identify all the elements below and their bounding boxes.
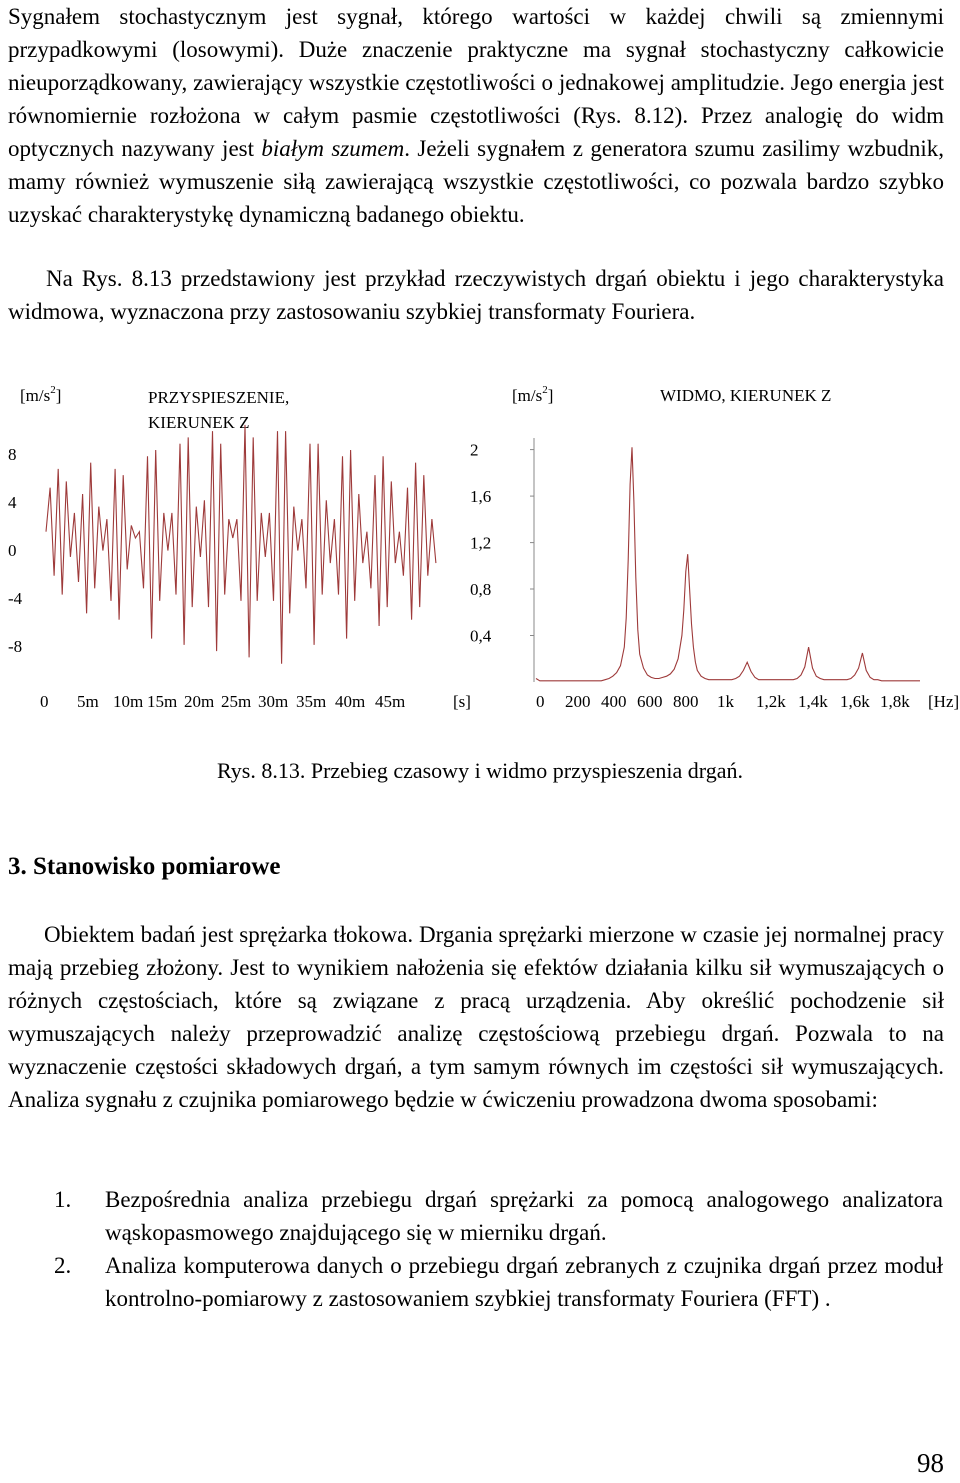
acceleration-series-line [46, 425, 436, 664]
right-title: WIDMO, KIERUNEK Z [660, 386, 832, 405]
paragraph-figure-intro [8, 262, 944, 328]
left-x-tick-label: 40m [335, 692, 366, 711]
figure-8-13 [0, 370, 960, 730]
left-x-tick-label: 45m [375, 692, 406, 711]
left-y-tick-label: 8 [8, 445, 17, 464]
page-number: 98 [917, 1448, 944, 1478]
paragraph-white-noise [8, 0, 944, 231]
right-x-tick-label: 600 [637, 692, 663, 711]
left-y-tick-label: -4 [8, 589, 23, 608]
right-xlabel: [Hz] [928, 692, 960, 711]
left-xlabel: [s] [453, 692, 471, 711]
left-y-tick-label: 0 [8, 541, 17, 560]
right-y-tick-label: 0,8 [470, 580, 492, 599]
left-x-tick-label: 25m [221, 692, 252, 711]
list-item-number: 2. [54, 1253, 72, 1278]
acceleration-chart [8, 384, 471, 711]
right-x-tick-label: 1k [717, 692, 734, 711]
left-x-tick-label: 5m [77, 692, 99, 711]
right-x-tick-label: 1,8k [880, 692, 910, 711]
left-x-tick-label: 0 [40, 692, 49, 711]
left-y-tick-label: 4 [8, 493, 17, 512]
left-x-tick-label: 35m [296, 692, 327, 711]
figure-charts [0, 370, 960, 730]
left-title-line-1: PRZYSPIESZENIE, [148, 388, 290, 407]
left-x-tick-label: 20m [184, 692, 215, 711]
right-y-tick-label: 1,2 [470, 533, 492, 553]
right-ylabel: $[m/s^2]$ [512, 384, 554, 405]
section-heading: 3. Stanowisko pomiarowe [8, 853, 281, 880]
spectrum-series-line [536, 447, 920, 681]
right-y-tick-label: 0,4 [470, 626, 492, 646]
paragraph-1-text-b: . Jeżeli sygnałem z generatora szumu zasilimy wzbudnik, mamy również wymuszenie siłą zawierającą wszystkie częstotliwości, co pozwala bardzo szybko uzyskać charakterystykę dynamiczną badanego obiektu. [8, 136, 944, 227]
italic-term-white-noise: białym szumem [261, 136, 405, 161]
right-y-tick-label: 1,6 [470, 487, 492, 507]
list-item-text: Analiza komputerowa danych o przebiegu drgań zebranych z czujnika drgań przez moduł kontrolno-pomiarowy z zastosowaniem szybkiej transformaty Fouriera (FFT) . [105, 1253, 943, 1311]
right-x-tick-label: 0 [536, 692, 545, 711]
list-item-text: Bezpośrednia analiza przebiegu drgań sprężarki za pomocą analogowego analizatora wąskopasmowego znajdującego się w mierniku drgań. [105, 1187, 943, 1245]
right-x-tick-label: 1,4k [798, 692, 828, 711]
right-x-ticks [536, 692, 910, 711]
left-y-ticks [8, 445, 23, 656]
left-y-tick-label: -8 [8, 637, 23, 656]
left-x-tick-label: 10m [113, 692, 144, 711]
right-x-tick-label: 200 [565, 692, 591, 711]
left-ylabel: $[m/s^2]$ [20, 384, 62, 405]
paragraph-1-text-a: Sygnałem stochastycznym jest sygnał, którego wartości w każdej chwili są zmiennymi przypadkowymi (losowymi). Duże znaczenie praktyczne ma sygnał stochastyczny całkowicie nieuporządkowany, zawierający wszystkie częstotliwości o jednakowej amplitudzie. Jego energia jest równomiernie rozłożona w całym pasmie częstotliwości (Rys. 8.12). Przez analogię do widm optycznych nazywany jest [8, 4, 944, 161]
left-x-ticks [40, 692, 405, 711]
right-y-tick-label: 2 [470, 440, 479, 460]
spectrum-chart [470, 384, 959, 711]
right-y-ticks [470, 441, 534, 646]
right-x-tick-label: 800 [673, 692, 699, 711]
right-x-tick-label: 1,6k [840, 692, 870, 711]
paragraph-2-text: Na Rys. 8.13 przedstawiony jest przykład rzeczywistych drgań obiektu i jego charakterystyka widmowa, wyznaczona przy zastosowaniu szybkiej transformaty Fouriera. [8, 266, 944, 324]
right-x-tick-label: 1,2k [756, 692, 786, 711]
paragraph-3-text: Obiektem badań jest sprężarka tłokowa. Drgania sprężarki mierzone w czasie jej normalnej pracy mają przebieg złożony. Jest to wynikiem nałożenia się efektów działania kilku sił wymuszających o różnych częstościach, które są związane z pracą urządzenia. Aby określić pochodzenie sił wymuszających należy przeprowadzić analizę częstościową przebiegu drgań. Pozwala to na wyznaczenie częstości składowych drgań, a tym samym równych im częstości sił wymuszających. Analiza sygnału z czujnika pomiarowego będzie w ćwiczeniu prowadzona dwoma sposobami: [8, 922, 944, 1112]
right-x-tick-label: 400 [601, 692, 627, 711]
list-item-number: 1. [54, 1187, 72, 1212]
figure-caption: Rys. 8.13. Przebieg czasowy i widmo przyspieszenia drgań. [217, 758, 743, 783]
left-title-line-2: KIERUNEK Z [148, 413, 250, 432]
left-x-tick-label: 30m [258, 692, 289, 711]
paragraph-measurement-setup [8, 918, 944, 1116]
left-x-tick-label: 15m [147, 692, 178, 711]
